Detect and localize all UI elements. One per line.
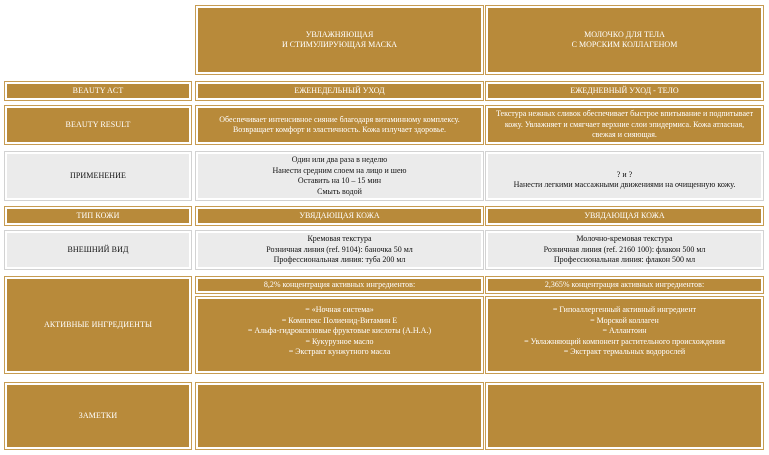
header-col1-line2: И СТИМУЛИРУЮЩАЯ МАСКА bbox=[281, 40, 398, 49]
appearance-col1: Кремовая текстура Розничная линия (ref. 9104): баночка 50 мл Профессиональная линия: туба 200 мл bbox=[196, 231, 483, 269]
beauty-act-col1: ЕЖЕНЕДЕЛЬНЫЙ УХОД bbox=[196, 82, 483, 100]
ingredients-col2-concentration: 2,365% концентрация активных ингредиентов: bbox=[486, 277, 763, 293]
ingredients-col1-list: = «Ночная система» = Комплекс Полиенид-Витамин Е = Альфа-гидроксиловые фруктовые кислоты (А.Н.А.) = Кукурузное масло = Экстракт кунжутного масла bbox=[196, 297, 483, 373]
beauty-result-col1: Обеспечивает интенсивное сияние благодаря витаминному комплексу. Возвращает комфорт и эластичность. Кожа излучает здоровье. bbox=[196, 106, 483, 144]
header-col1-line1: УВЛАЖНЯЮЩАЯ bbox=[305, 29, 374, 39]
beauty-result-label: BEAUTY RESULT bbox=[5, 106, 191, 144]
skin-type-col1: УВЯДАЮЩАЯ КОЖА bbox=[196, 207, 483, 225]
header-col2-line2: С МОРСКИМ КОЛЛАГЕНОМ bbox=[571, 40, 678, 49]
beauty-act-col2: ЕЖЕДНЕВНЫЙ УХОД - ТЕЛО bbox=[486, 82, 763, 100]
appearance-col2: Молочно-кремовая текстура Розничная линия (ref. 2160 100): флакон 500 мл Профессиональная линия: флакон 500 мл bbox=[486, 231, 763, 269]
application-label: ПРИМЕНЕНИЕ bbox=[5, 152, 191, 200]
header-col1 bbox=[196, 6, 483, 74]
skin-type-col2: УВЯДАЮЩАЯ КОЖА bbox=[486, 207, 763, 225]
beauty-act-label: BEAUTY ACT bbox=[5, 82, 191, 100]
notes-label: ЗАМЕТКИ bbox=[5, 383, 191, 449]
application-col2: ? и ? Нанести легкими массажными движениями на очищенную кожу. bbox=[486, 152, 763, 200]
ingredients-label: АКТИВНЫЕ ИНГРЕДИЕНТЫ bbox=[5, 277, 191, 373]
notes-col1[interactable] bbox=[196, 383, 483, 449]
beauty-result-col2: Текстура нежных сливок обеспечивает быстрое впитывание и подпитывает кожу. Увлажняет и смягчает верхние слои эпидермиса. Кожа атласная, свежая и сияющая. bbox=[486, 106, 763, 144]
header-col2 bbox=[486, 6, 763, 74]
notes-col2[interactable] bbox=[486, 383, 763, 449]
ingredients-col2-list: = Гипоаллергенный активный ингредиент = Морской коллаген = Аллантоин = Увлажняющий компонент растительного происхождения = Экстракт термальных водорослей bbox=[486, 297, 763, 373]
header-col2-line1: МОЛОЧКО ДЛЯ ТЕЛА bbox=[584, 29, 665, 39]
application-col1: Один или два раза в неделю Нанести средним слоем на лицо и шею Оставить на 10 – 15 мин Смыть водой bbox=[196, 152, 483, 200]
appearance-label: ВНЕШНИЙ ВИД bbox=[5, 231, 191, 269]
ingredients-col1-concentration: 8,2% концентрация активных ингредиентов: bbox=[196, 277, 483, 293]
skin-type-label: ТИП КОЖИ bbox=[5, 207, 191, 225]
